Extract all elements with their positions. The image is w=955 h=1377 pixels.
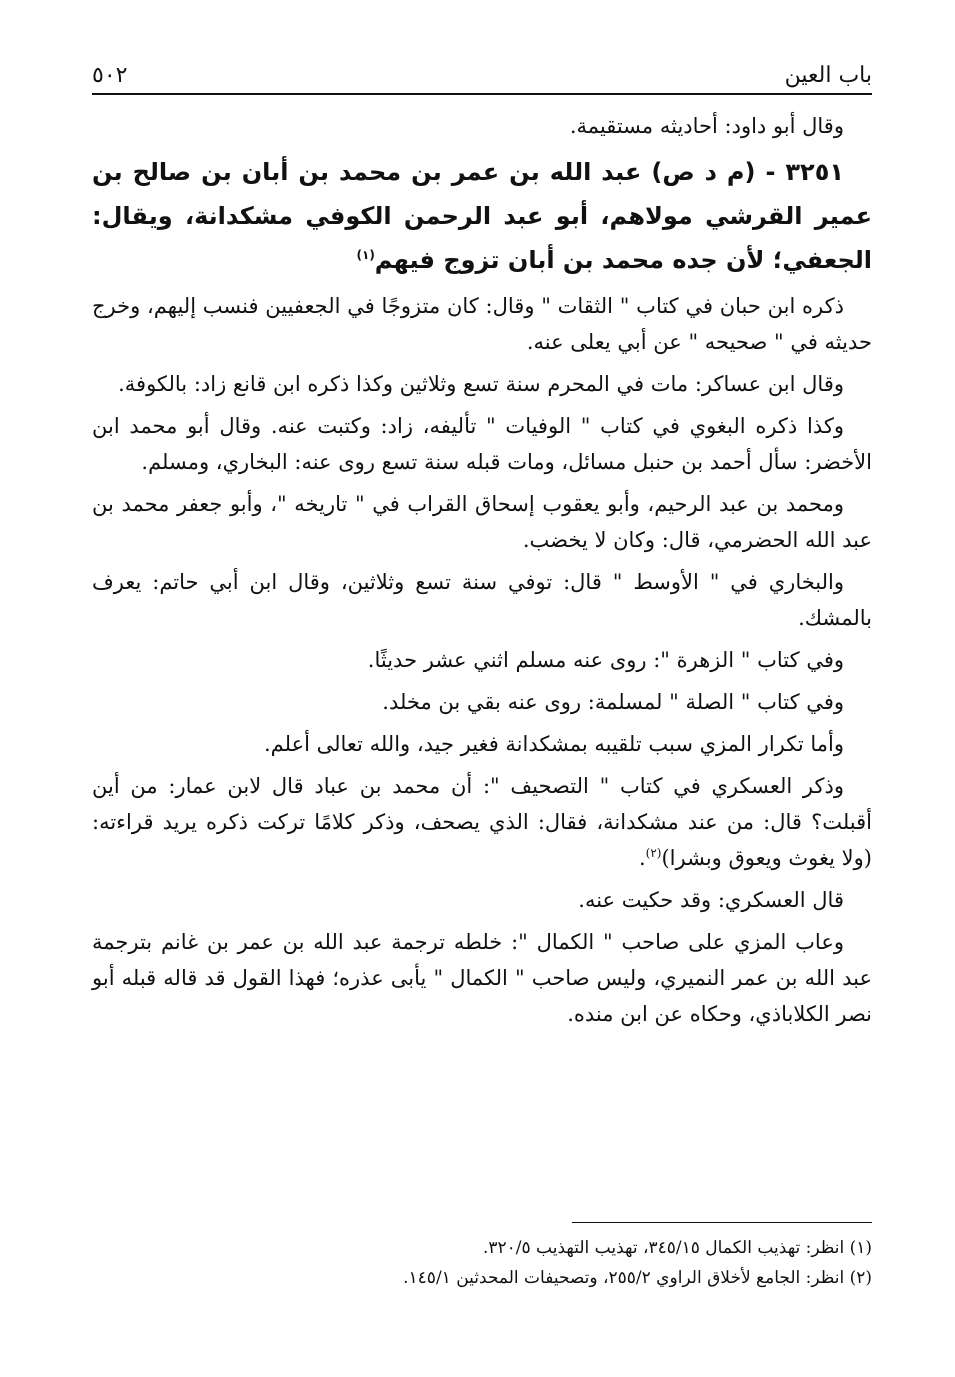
entry-text: ٣٢٥١ - (م د ص) عبد الله بن عمر بن محمد بن أبان بن صالح بن عمير القرشي مولاهم، أبو عبد الرحمن الكوفي مشكدانة، ويقال: الجعفي؛ لأن جده محمد بن أبان تزوج فيهم xyxy=(92,158,872,274)
paragraph-5: والبخاري في " الأوسط " قال: توفي سنة تسع وثلاثين، وقال ابن أبي حاتم: يعرف بالمشك. xyxy=(92,570,872,630)
entry-heading xyxy=(92,150,872,282)
paragraph-9 xyxy=(92,768,872,876)
paragraph-7: وفي كتاب " الصلة " لمسلمة: روى عنه بقي بن مخلد. xyxy=(382,690,844,714)
paragraph-4: ومحمد بن عبد الرحيم، وأبو يعقوب إسحاق القراب في " تاريخه "، وأبو جعفر محمد بن عبد الله الحضرمي، قال: وكان لا يخضب. xyxy=(92,492,872,552)
paragraph-9-text: وذكر العسكري في كتاب " التصحيف ": أن محمد بن عباد قال لابن عمار: من أين أقبلت؟ قال: من عند مشكدانة، فقال: الذي يصحف، وذكر كلامًا تركت ذكره يريد قراءته: (ولا يغوث ويعوق وبشرا) xyxy=(92,774,872,870)
paragraph-intro: وقال أبو داود: أحاديثه مستقيمة. xyxy=(569,114,844,138)
paragraph-8: وأما تكرار المزي سبب تلقيبه بمشكدانة فغير جيد، والله تعالى أعلم. xyxy=(263,732,844,756)
page-number: ٥٠٢ xyxy=(92,63,128,88)
footnote-ref-2: (٢) xyxy=(645,846,662,860)
footnotes xyxy=(92,1222,872,1293)
main-text xyxy=(92,108,872,1038)
paragraph-10: قال العسكري: وقد حكيت عنه. xyxy=(578,888,844,912)
paragraph-2: وقال ابن عساكر: مات في المحرم سنة تسع وثلاثين وكذا ذكره ابن قانع زاد: بالكوفة. xyxy=(118,372,844,396)
paragraph-1: ذكره ابن حبان في كتاب " الثقات " وقال: كان متزوجًا في الجعفيين فنسب إليهم، وخرج حديثه في " صحيحه " عن أبي يعلى عنه. xyxy=(92,294,872,354)
paragraph-3: وكذا ذكره البغوي في كتاب " الوفيات " تأليفه، زاد: وكتبت عنه. وقال أبو محمد ابن الأخضر: سأل أحمد بن حنبل مسائل، ومات قبله سنة تسع روى عنه: البخاري، ومسلم. xyxy=(92,414,872,474)
footnote-divider xyxy=(572,1222,872,1223)
running-header xyxy=(92,55,872,95)
chapter-title: باب العين xyxy=(784,63,872,88)
footnote-2: (٢) انظر: الجامع لأخلاق الراوي ٢٥٥/٢، وتصحيفات المحدثين ١٤٥/١. xyxy=(403,1268,872,1288)
footnote-1: (١) انظر: تهذيب الكمال ٣٤٥/١٥، تهذيب التهذيب ٣٢٠/٥. xyxy=(482,1238,872,1258)
footnote-ref-1: (١) xyxy=(356,248,375,262)
paragraph-9-end: . xyxy=(638,846,646,870)
paragraph-6: وفي كتاب " الزهرة ": روى عنه مسلم اثني عشر حديثًا. xyxy=(367,648,844,672)
paragraph-11: وعاب المزي على صاحب " الكمال ": خلطه ترجمة عبد الله بن عمر بن غانم بترجمة عبد الله بن عمر النميري، وليس صاحب " الكمال " يأبى عذره؛ فهذا القول قد قاله قبله أبو نصر الكلاباذي، وحكاه عن ابن منده. xyxy=(92,930,872,1026)
